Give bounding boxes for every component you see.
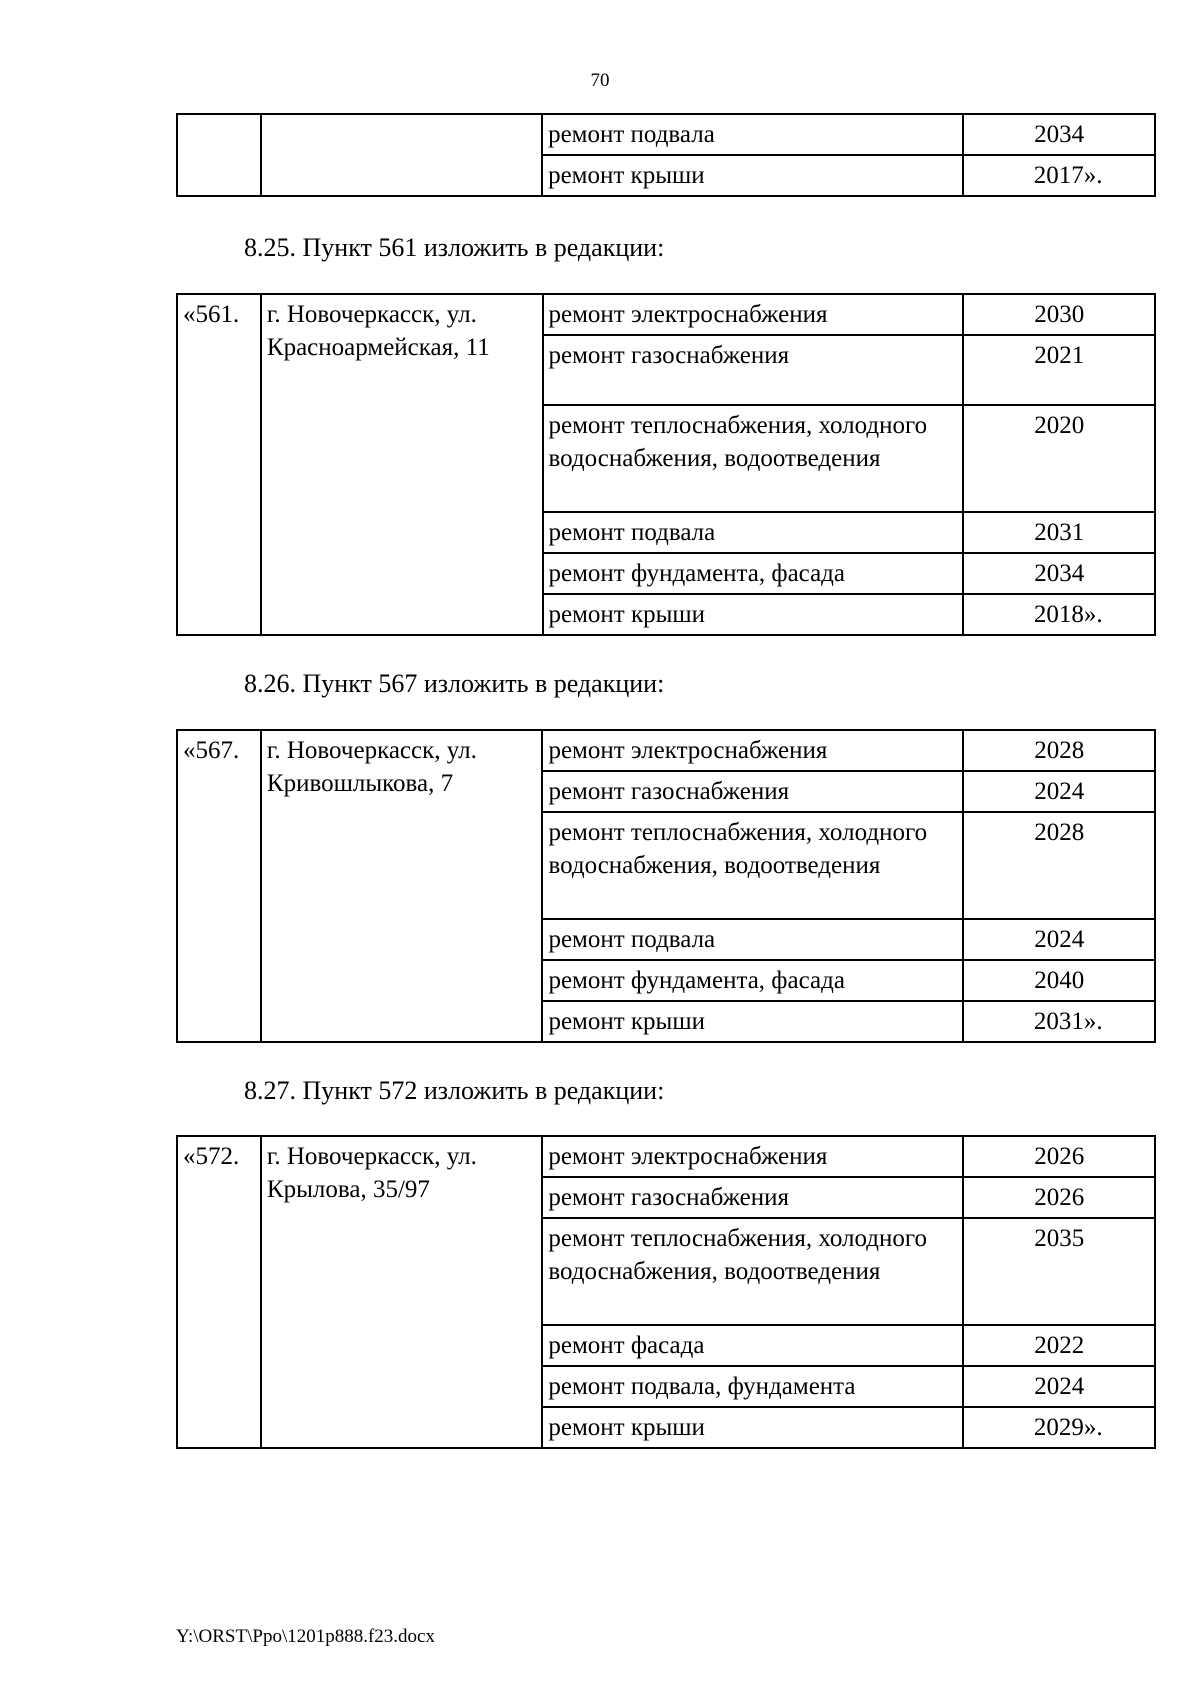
number-cell <box>177 114 261 196</box>
year-cell: 2031 <box>963 512 1155 553</box>
address-cell <box>261 114 542 196</box>
item-table-561 <box>176 293 1156 636</box>
year-cell: 2018». <box>963 594 1155 635</box>
work-cell: ремонт электроснабжения <box>543 294 964 335</box>
table-row <box>177 730 1155 771</box>
work-cell: ремонт фасада <box>542 1325 963 1366</box>
continuation-table <box>176 113 1156 197</box>
work-cell: ремонт крыши <box>542 155 963 196</box>
work-cell: ремонт теплоснабжения, холодного водоснабжения, водоотведения <box>542 812 963 919</box>
year-cell: 2024 <box>963 1366 1155 1407</box>
work-cell: ремонт теплоснабжения, холодного водоснабжения, водоотведения <box>542 1218 963 1325</box>
table-row <box>177 294 1155 335</box>
item-number: «572. <box>177 1136 261 1448</box>
year-cell: 2034 <box>963 114 1155 155</box>
year-cell: 2021 <box>963 335 1155 405</box>
year-cell: 2035 <box>963 1218 1155 1325</box>
year-cell: 2024 <box>963 771 1155 812</box>
year-cell: 2028 <box>963 812 1155 919</box>
work-cell: ремонт электроснабжения <box>542 730 963 771</box>
section-heading: 8.26. Пункт 567 изложить в редакции: <box>244 669 665 698</box>
work-cell: ремонт подвала <box>542 114 963 155</box>
work-cell: ремонт подвала <box>543 512 964 553</box>
item-table-572 <box>176 1135 1156 1449</box>
work-cell: ремонт газоснабжения <box>542 771 963 812</box>
year-cell: 2022 <box>963 1325 1155 1366</box>
year-cell: 2024 <box>963 919 1155 960</box>
item-number: «561. <box>177 294 261 635</box>
table-row <box>177 114 1155 155</box>
year-cell: 2026 <box>963 1136 1155 1177</box>
work-cell: ремонт газоснабжения <box>542 1177 963 1218</box>
year-cell: 2020 <box>963 405 1155 512</box>
section-heading: 8.27. Пункт 572 изложить в редакции: <box>244 1076 665 1105</box>
year-cell: 2017». <box>963 155 1155 196</box>
file-path-footer: Y:\ORST\Ppo\1201p888.f23.docx <box>176 1626 435 1647</box>
item-number: «567. <box>177 730 261 1042</box>
work-cell: ремонт электроснабжения <box>542 1136 963 1177</box>
item-address: г. Новочеркасск, ул. Кривошлыкова, 7 <box>261 730 543 1042</box>
item-address: г. Новочеркасск, ул. Красноармейская, 11 <box>261 294 543 635</box>
year-cell: 2029». <box>963 1407 1155 1448</box>
work-cell: ремонт теплоснабжения, холодного водоснабжения, водоотведения <box>543 405 964 512</box>
work-cell: ремонт крыши <box>542 1407 963 1448</box>
work-cell: ремонт подвала, фундамента <box>542 1366 963 1407</box>
work-cell: ремонт газоснабжения <box>543 335 964 405</box>
work-cell: ремонт подвала <box>542 919 963 960</box>
work-cell: ремонт фундамента, фасада <box>543 553 964 594</box>
item-table-567 <box>176 729 1156 1043</box>
item-address: г. Новочеркасск, ул. Крылова, 35/97 <box>261 1136 542 1448</box>
section-heading: 8.25. Пункт 561 изложить в редакции: <box>244 233 665 262</box>
year-cell: 2028 <box>963 730 1155 771</box>
year-cell: 2026 <box>963 1177 1155 1218</box>
table-row <box>177 1136 1155 1177</box>
work-cell: ремонт крыши <box>542 1001 963 1042</box>
year-cell: 2030 <box>963 294 1155 335</box>
work-cell: ремонт фундамента, фасада <box>542 960 963 1001</box>
year-cell: 2034 <box>963 553 1155 594</box>
year-cell: 2031». <box>963 1001 1155 1042</box>
work-cell: ремонт крыши <box>543 594 964 635</box>
page-number: 70 <box>590 70 610 91</box>
year-cell: 2040 <box>963 960 1155 1001</box>
